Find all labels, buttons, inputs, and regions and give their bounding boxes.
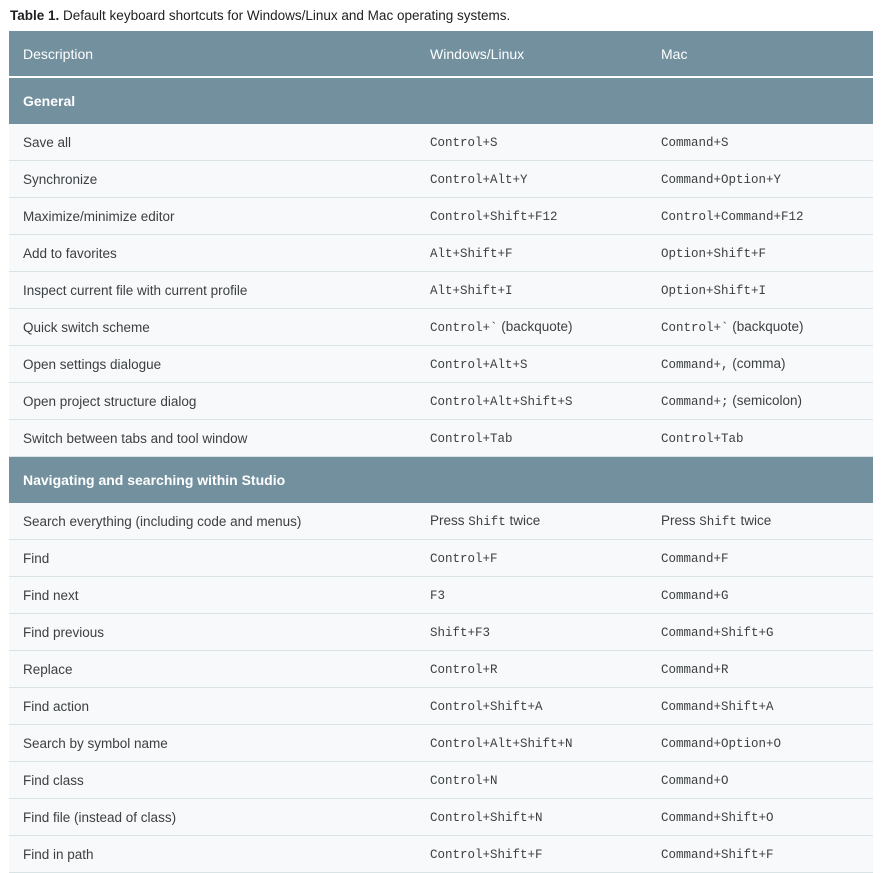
section-header-title: Navigating and searching within Studio [9,457,873,504]
cell-mac-shortcut [647,762,873,799]
shortcut-key-text: Control+` [430,321,498,335]
shortcut-key-text: Control+Alt+Y [430,173,528,187]
cell-windows-linux-shortcut [416,762,647,799]
table-body [9,77,873,873]
cell-mac-shortcut [647,161,873,198]
table-row [9,577,873,614]
cell-windows-linux-shortcut [416,651,647,688]
table-row [9,688,873,725]
cell-windows-linux-shortcut [416,309,647,346]
shortcut-key-text: Control+` [661,321,729,335]
column-header-description: Description [9,31,416,77]
shortcut-key-text: Command+Shift+F [661,848,774,862]
shortcut-key-text: Control+Shift+A [430,700,543,714]
shortcut-note-text: (backquote) [497,319,573,334]
column-header-row [9,31,873,77]
cell-mac-shortcut [647,235,873,272]
shortcut-note-text: (comma) [728,356,786,371]
cell-description: Find [9,540,416,577]
cell-mac-shortcut [647,420,873,457]
cell-windows-linux-shortcut [416,688,647,725]
shortcut-key-text: Control+Tab [430,432,513,446]
shortcut-key-text: Control+Shift+N [430,811,543,825]
cell-mac-shortcut [647,799,873,836]
cell-mac-shortcut [647,836,873,873]
cell-windows-linux-shortcut [416,614,647,651]
cell-windows-linux-shortcut [416,420,647,457]
cell-description: Find file (instead of class) [9,799,416,836]
shortcut-key-text: Alt+Shift+I [430,284,513,298]
cell-mac-shortcut [647,346,873,383]
cell-description: Replace [9,651,416,688]
cell-description: Open settings dialogue [9,346,416,383]
cell-description: Inspect current file with current profile [9,272,416,309]
cell-description: Search by symbol name [9,725,416,762]
cell-windows-linux-shortcut [416,124,647,161]
shortcut-key-text: Command+R [661,663,729,677]
cell-mac-shortcut [647,198,873,235]
table-row [9,346,873,383]
cell-mac-shortcut [647,309,873,346]
table-row [9,420,873,457]
shortcut-key-text: Command+, [661,358,729,372]
shortcut-key-text: F3 [430,589,446,603]
shortcut-key-text: Command+Shift+O [661,811,774,825]
shortcut-key-text: Command+G [661,589,729,603]
cell-description: Find next [9,577,416,614]
cell-mac-shortcut [647,614,873,651]
shortcut-key-text: Control+Command+F12 [661,210,804,224]
cell-mac-shortcut [647,383,873,420]
cell-windows-linux-shortcut [416,577,647,614]
cell-mac-shortcut [647,651,873,688]
shortcut-key-text: Control+Alt+S [430,358,528,372]
shortcut-key-text: Control+Tab [661,432,744,446]
table-row [9,725,873,762]
cell-description: Open project structure dialog [9,383,416,420]
shortcut-key-text: Control+Shift+F [430,848,543,862]
cell-mac-shortcut [647,503,873,540]
shortcut-key-text: Command+Option+Y [661,173,782,187]
shortcut-note-text: twice [736,513,772,528]
shortcut-key-text: Shift [699,515,737,529]
shortcut-key-text: Alt+Shift+F [430,247,513,261]
column-header-windows-linux: Windows/Linux [416,31,647,77]
table-row [9,161,873,198]
shortcut-key-text: Command+O [661,774,729,788]
cell-windows-linux-shortcut [416,235,647,272]
cell-windows-linux-shortcut [416,799,647,836]
section-header-title: General [9,77,873,124]
shortcut-key-text: Command+; [661,395,729,409]
shortcut-key-text: Control+F [430,552,498,566]
shortcut-key-text: Control+R [430,663,498,677]
cell-description: Maximize/minimize editor [9,198,416,235]
table-row [9,762,873,799]
shortcut-key-text: Command+F [661,552,729,566]
cell-windows-linux-shortcut [416,503,647,540]
cell-mac-shortcut [647,725,873,762]
table-row [9,836,873,873]
caption-label: Table 1. [10,8,60,23]
cell-windows-linux-shortcut [416,198,647,235]
cell-description: Search everything (including code and menus) [9,503,416,540]
table-row [9,309,873,346]
shortcut-key-text: Command+Shift+G [661,626,774,640]
cell-windows-linux-shortcut [416,540,647,577]
shortcut-note-text: (semicolon) [728,393,803,408]
cell-description: Find action [9,688,416,725]
cell-description: Switch between tabs and tool window [9,420,416,457]
table-row [9,799,873,836]
caption-text: Default keyboard shortcuts for Windows/Linux and Mac operating systems. [59,8,511,23]
table-caption [9,0,873,31]
shortcut-key-text: Control+Alt+Shift+S [430,395,573,409]
shortcut-key-text: Control+Shift+F12 [430,210,558,224]
cell-mac-shortcut [647,124,873,161]
table-row [9,198,873,235]
shortcut-key-text: Control+N [430,774,498,788]
cell-description: Find class [9,762,416,799]
shortcut-key-text: Shift [468,515,506,529]
cell-windows-linux-shortcut [416,725,647,762]
cell-description: Add to favorites [9,235,416,272]
shortcut-key-text: Option+Shift+I [661,284,767,298]
section-header-row [9,457,873,504]
table-row [9,540,873,577]
cell-description: Find in path [9,836,416,873]
table-row [9,503,873,540]
shortcut-key-text: Shift+F3 [430,626,491,640]
cell-mac-shortcut [647,272,873,309]
table-row [9,235,873,272]
table-row [9,272,873,309]
shortcut-key-text: Control+Alt+Shift+N [430,737,573,751]
shortcut-key-text: Command+S [661,136,729,150]
shortcut-note-text: (backquote) [728,319,804,334]
shortcut-note-text: Press [430,513,469,528]
cell-description: Synchronize [9,161,416,198]
table-row [9,383,873,420]
cell-mac-shortcut [647,688,873,725]
table-head [9,31,873,77]
section-header-row [9,77,873,124]
shortcut-key-text: Control+S [430,136,498,150]
shortcut-note-text: Press [661,513,700,528]
cell-mac-shortcut [647,540,873,577]
shortcut-key-text: Option+Shift+F [661,247,767,261]
table-row [9,124,873,161]
column-header-mac: Mac [647,31,873,77]
cell-mac-shortcut [647,577,873,614]
table-row [9,614,873,651]
cell-windows-linux-shortcut [416,383,647,420]
keyboard-shortcuts-table [9,31,873,873]
shortcut-note-text: twice [505,513,541,528]
cell-windows-linux-shortcut [416,346,647,383]
shortcut-key-text: Command+Option+O [661,737,782,751]
cell-windows-linux-shortcut [416,161,647,198]
shortcut-key-text: Command+Shift+A [661,700,774,714]
cell-description: Find previous [9,614,416,651]
cell-description: Save all [9,124,416,161]
cell-windows-linux-shortcut [416,272,647,309]
table-row [9,651,873,688]
cell-description: Quick switch scheme [9,309,416,346]
cell-windows-linux-shortcut [416,836,647,873]
